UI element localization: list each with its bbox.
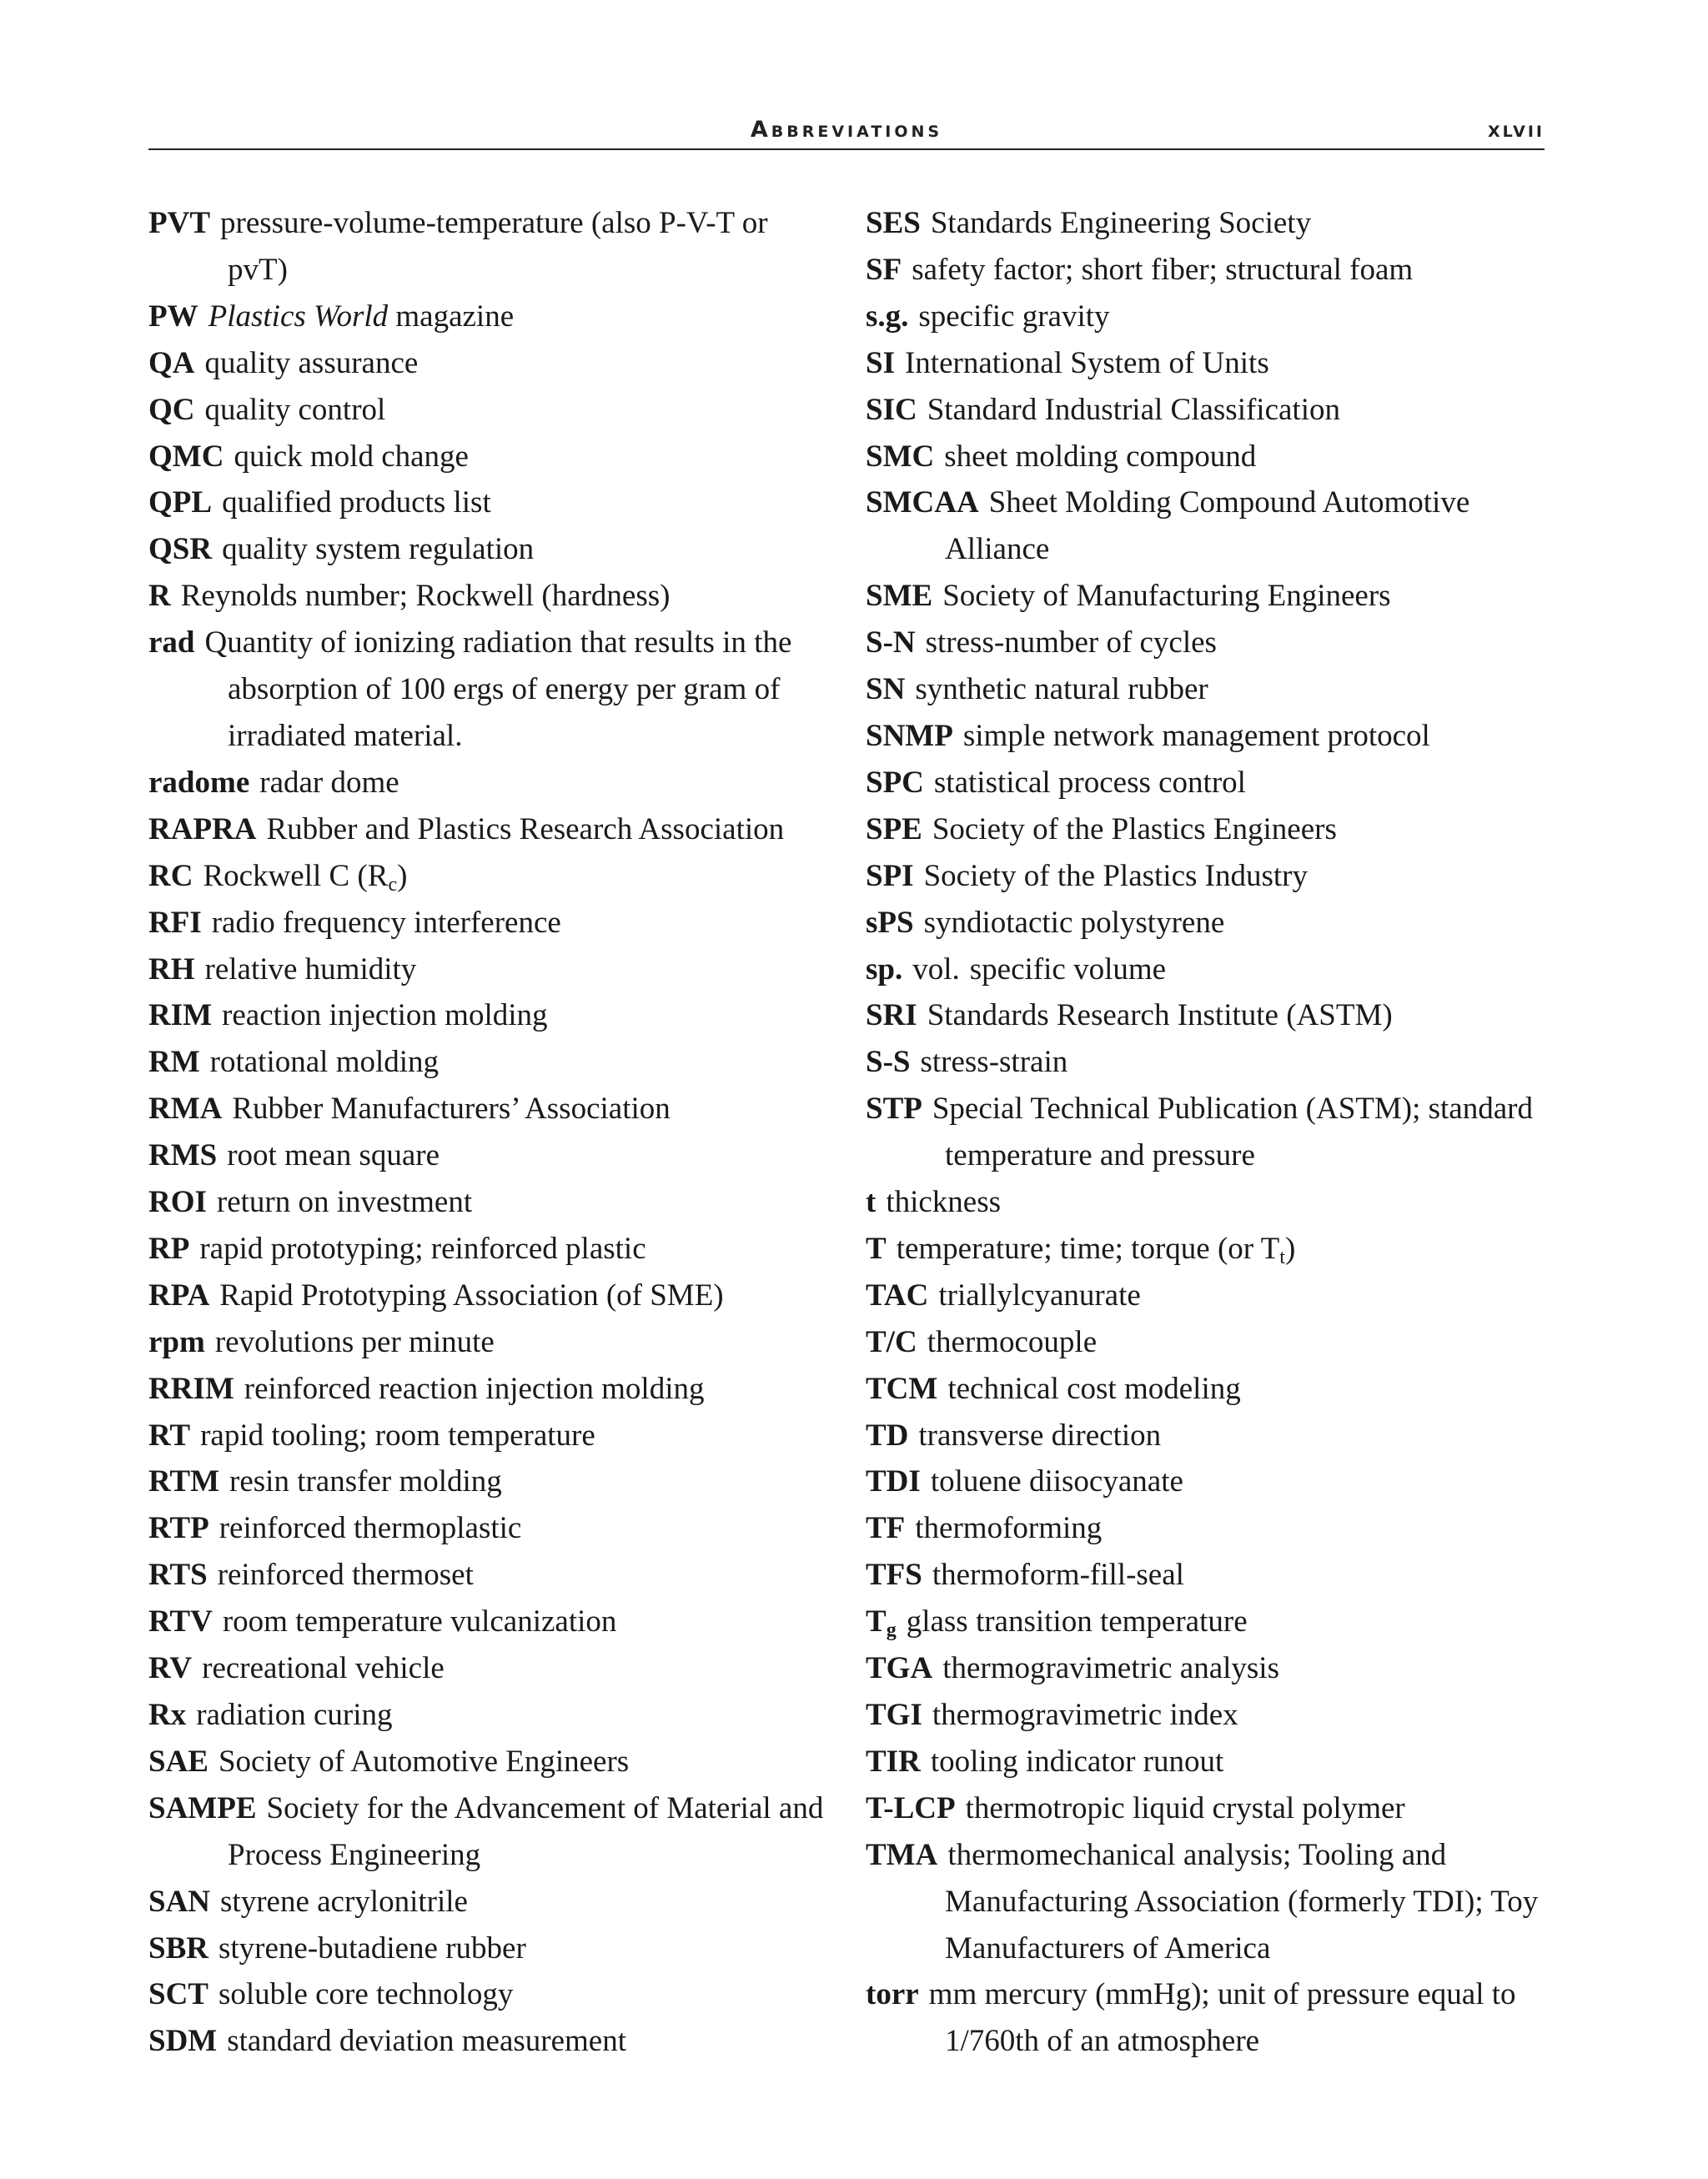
abbreviation-term: QMC: [148, 439, 224, 474]
abbreviation-definition: Rubber Manufacturers’ Association: [232, 1092, 671, 1127]
abbreviation-definition: rapid tooling; room temperature: [200, 1418, 595, 1453]
abbreviation-entry: [148, 1366, 832, 1413]
abbreviation-entry: [866, 573, 1558, 620]
abbreviation-entry: [866, 1785, 1558, 1832]
abbreviation-term: RRIM: [148, 1371, 234, 1406]
abbreviation-definition: technical cost modeling: [947, 1371, 1241, 1406]
abbreviation-term: RFI: [148, 905, 202, 940]
abbreviation-definition: rapid prototyping; reinforced plastic: [199, 1231, 646, 1266]
abbreviation-definition: thermotropic liquid crystal polymer: [965, 1790, 1405, 1825]
abbreviation-definition: room temperature vulcanization: [222, 1604, 617, 1639]
abbreviation-definition: Rubber and Plastics Research Association: [266, 811, 785, 846]
abbreviation-term: RMA: [148, 1092, 223, 1127]
abbreviation-term: STP: [866, 1092, 922, 1127]
abbreviation-definition: Society of the Plastics Industry: [923, 858, 1308, 893]
abbreviation-term: S-N: [866, 625, 916, 660]
abbreviation-definition: reaction injection molding: [222, 998, 548, 1033]
abbreviation-definition: revolutions per minute: [214, 1324, 495, 1359]
abbreviation-term: TFS: [866, 1558, 922, 1593]
abbreviation-term: SIC: [866, 392, 917, 427]
abbreviation-entry: [148, 1226, 832, 1273]
abbreviation-definition: resin transfer molding: [229, 1464, 502, 1499]
abbreviation-entry: [866, 666, 1558, 713]
abbreviation-term: sp.: [866, 951, 903, 987]
abbreviation-entry: [148, 1739, 832, 1785]
abbreviation-entry: [148, 1319, 832, 1366]
abbreviation-definition: syndiotactic polystyrene: [923, 905, 1225, 940]
abbreviation-definition: radio frequency interference: [211, 905, 561, 940]
abbreviation-entry: [866, 992, 1558, 1039]
abbreviation-term: TF: [866, 1511, 906, 1546]
term-subscript: g: [886, 1619, 897, 1642]
abbreviation-entry: [148, 1132, 832, 1179]
abbreviation-entry: [148, 900, 832, 946]
abbreviation-definition: tooling indicator runout: [930, 1744, 1224, 1779]
abbreviation-definition: recreational vehicle: [202, 1651, 445, 1686]
abbreviation-term: SBR: [148, 1930, 208, 1966]
abbreviation-entry: [866, 1273, 1558, 1319]
abbreviation-definition: Rapid Prototyping Association (of SME): [219, 1278, 724, 1313]
abbreviation-definition: stress-number of cycles: [925, 625, 1217, 660]
abbreviation-definition: Reynolds number; Rockwell (hardness): [180, 579, 671, 614]
abbreviation-entry: [148, 1692, 832, 1739]
abbreviation-term: QPL: [148, 485, 213, 520]
abbreviation-term: radome: [148, 765, 250, 800]
abbreviation-entry: [866, 1832, 1558, 1972]
abbreviation-definition: Society for the Advancement of Material and Process Engineering: [228, 1790, 824, 1872]
abbreviation-definition: glass transition temperature: [906, 1604, 1248, 1639]
abbreviation-term: TGI: [866, 1698, 922, 1732]
abbreviation-entry: [148, 434, 832, 480]
abbreviation-term: SDM: [148, 2024, 218, 2059]
abbreviation-term: SPE: [866, 811, 922, 846]
abbreviation-term: t: [866, 1185, 877, 1220]
abbreviation-entry: [866, 294, 1558, 340]
abbreviation-entry: [866, 853, 1558, 900]
right-column: [866, 200, 1558, 2065]
abbreviation-definition: specific volume: [969, 951, 1167, 987]
abbreviation-entry: [148, 760, 832, 806]
abbreviation-term: SNMP: [866, 718, 953, 753]
definition-subscript: t: [1279, 1246, 1285, 1268]
abbreviation-entry: [866, 340, 1558, 387]
abbreviation-definition: quality assurance: [204, 345, 419, 380]
abbreviation-definition: Plastics World magazine: [208, 299, 515, 334]
abbreviation-entry: [866, 1086, 1558, 1179]
abbreviation-term: RAPRA: [148, 811, 257, 846]
abbreviation-entry: [148, 853, 832, 900]
abbreviation-term: $T_g$: [866, 1604, 897, 1642]
abbreviation-term: SCT: [148, 1977, 208, 2012]
abbreviation-term: T-LCP: [866, 1790, 956, 1825]
abbreviation-definition: Special Technical Publication (ASTM); standard temperature and pressure: [932, 1092, 1533, 1173]
abbreviation-definition: radiation curing: [196, 1698, 393, 1732]
abbreviation-term: ROI: [148, 1185, 207, 1220]
abbreviation-term: TMA: [866, 1837, 938, 1872]
abbreviation-definition: return on investment: [216, 1185, 473, 1220]
abbreviation-entry: [866, 1552, 1558, 1599]
abbreviation-term: RM: [148, 1045, 200, 1080]
abbreviation-term: RV: [148, 1651, 193, 1686]
abbreviation-entry: [866, 1039, 1558, 1086]
running-title: Abbreviations: [750, 117, 943, 143]
abbreviation-definition: thermogravimetric index: [932, 1698, 1238, 1732]
abbreviation-definition: thermoforming: [915, 1511, 1103, 1546]
abbreviation-entry: [866, 200, 1558, 247]
abbreviation-term: T/C: [866, 1324, 917, 1359]
abbreviation-entry: [866, 760, 1558, 806]
abbreviation-definition: styrene acrylonitrile: [220, 1884, 468, 1919]
abbreviation-definition: quick mold change: [234, 439, 469, 474]
abbreviation-entry: [866, 1179, 1558, 1226]
abbreviation-entry: [148, 294, 832, 340]
abbreviation-entry: [866, 387, 1558, 434]
abbreviation-entry: [148, 1645, 832, 1692]
abbreviation-entry: [148, 1179, 832, 1226]
abbreviation-definition: reinforced thermoplastic: [219, 1511, 522, 1546]
abbreviation-definition: standard deviation measurement: [227, 2024, 627, 2059]
abbreviation-entry: [148, 620, 832, 760]
abbreviation-definition: radar dome: [259, 765, 399, 800]
abbreviation-term: torr: [866, 1977, 919, 2012]
abbreviation-term: T: [866, 1231, 887, 1266]
abbreviation-definition: quality system regulation: [222, 532, 535, 567]
abbreviation-definition: Quantity of ionizing radiation that results in the absorption of 100 ergs of energy per gram of irradiated material.: [204, 625, 792, 753]
abbreviation-definition: Standards Research Institute (ASTM): [927, 998, 1393, 1033]
abbreviation-entry: [148, 1971, 832, 2018]
abbreviation-term: RMS: [148, 1138, 218, 1173]
abbreviation-definition: statistical process control: [933, 765, 1246, 800]
abbreviation-term: TAC: [866, 1278, 929, 1313]
abbreviation-definition: synthetic natural rubber: [915, 672, 1208, 707]
abbreviation-definition: triallylcyanurate: [938, 1278, 1141, 1313]
abbreviation-term: Rx: [148, 1698, 187, 1732]
abbreviation-entry: [148, 1413, 832, 1459]
abbreviation-term: SF: [866, 252, 902, 287]
abbreviation-entry: [866, 1226, 1558, 1273]
abbreviation-term: RH: [148, 951, 195, 987]
abbreviation-entry: [866, 946, 1558, 993]
abbreviation-definition: quality control: [204, 392, 386, 427]
abbreviation-entry: [148, 573, 832, 620]
abbreviation-term: R: [148, 579, 171, 614]
abbreviation-entry: [866, 434, 1558, 480]
abbreviation-definition: thermogravimetric analysis: [942, 1651, 1279, 1686]
abbreviation-definition: Sheet Molding Compound Automotive Alliance: [945, 485, 1470, 567]
abbreviation-term: RTV: [148, 1604, 213, 1639]
abbreviation-term: s.g.: [866, 299, 909, 334]
abbreviation-term: RT: [148, 1418, 191, 1453]
abbreviation-entry: [148, 2018, 832, 2065]
abbreviation-entry: [148, 200, 832, 294]
abbreviation-definition: simple network management protocol: [962, 718, 1430, 753]
abbreviation-term: SAE: [148, 1744, 208, 1779]
abbreviation-entry: [148, 526, 832, 573]
abbreviation-entry: [148, 387, 832, 434]
abbreviation-definition: qualified products list: [222, 485, 491, 520]
abbreviation-term: SI: [866, 345, 895, 380]
abbreviation-term: SES: [866, 206, 921, 240]
abbreviation-term: SMC: [866, 439, 935, 474]
abbreviation-entry: [148, 1879, 832, 1925]
abbreviation-definition: International System of Units: [904, 345, 1269, 380]
abbreviation-definition: reinforced thermoset: [217, 1558, 474, 1593]
abbreviation-term: SPC: [866, 765, 924, 800]
abbreviation-definition: Society of Automotive Engineers: [218, 1744, 630, 1779]
abbreviation-definition: thermocouple: [927, 1324, 1098, 1359]
abbreviation-definition: Standard Industrial Classification: [927, 392, 1340, 427]
abbreviation-entry: [148, 1505, 832, 1552]
abbreviation-term: QC: [148, 392, 195, 427]
abbreviation-term: rpm: [148, 1324, 205, 1359]
abbreviation-term: QA: [148, 345, 195, 380]
abbreviation-term: SPI: [866, 858, 914, 893]
page-header: [148, 115, 1545, 150]
abbreviation-term: RP: [148, 1231, 190, 1266]
abbreviation-term: RTM: [148, 1464, 220, 1499]
abbreviation-entry: [148, 479, 832, 526]
abbreviation-entry: [866, 1739, 1558, 1785]
abbreviation-term: TDI: [866, 1464, 921, 1499]
abbreviation-definition: sheet molding compound: [944, 439, 1257, 474]
abbreviation-term: SMCAA: [866, 485, 979, 520]
abbreviation-term: SAMPE: [148, 1790, 257, 1825]
abbreviation-definition: Society of Manufacturing Engineers: [942, 579, 1391, 614]
abbreviation-term: RC: [148, 858, 193, 893]
abbreviation-entry: [148, 806, 832, 853]
abbreviation-entry: [866, 1692, 1558, 1739]
abbreviation-term: S-S: [866, 1045, 911, 1080]
abbreviation-entry: [866, 900, 1558, 946]
abbreviation-entry: [148, 1552, 832, 1599]
abbreviation-entry: [148, 340, 832, 387]
abbreviation-term: RIM: [148, 998, 213, 1033]
abbreviation-definition: transverse direction: [918, 1418, 1162, 1453]
abbreviation-entry: [148, 946, 832, 993]
abbreviation-definition: relative humidity: [204, 951, 417, 987]
abbreviation-term: TD: [866, 1418, 909, 1453]
abbreviation-term: SME: [866, 579, 933, 614]
abbreviation-entry: [148, 1086, 832, 1132]
abbreviation-term: SRI: [866, 998, 917, 1033]
abbreviation-term: PVT: [148, 206, 210, 240]
abbreviation-term: RTP: [148, 1511, 209, 1546]
abbreviation-entry: [148, 1273, 832, 1319]
abbreviation-definition: mm mercury (mmHg); unit of pressure equal to 1/760th of an atmosphere: [928, 1977, 1516, 2059]
abbreviation-definition: stress-strain: [920, 1045, 1068, 1080]
abbreviation-definition: thermomechanical analysis; Tooling and Manufacturing Association (formerly TDI); Toy Manufacturers of America: [945, 1837, 1539, 1966]
abbreviation-entry: [148, 1039, 832, 1086]
abbreviation-definition: pressure-volume-temperature (also P-V-T or pvT): [220, 206, 768, 287]
abbreviation-entry: [148, 1599, 832, 1645]
abbreviation-definition: reinforced reaction injection molding: [244, 1371, 705, 1406]
abbreviation-definition: styrene-butadiene rubber: [218, 1930, 526, 1966]
abbreviation-entry: [866, 1599, 1558, 1645]
left-column: [148, 200, 832, 2065]
abbreviation-definition: temperature; time; torque (or $T_t$): [896, 1231, 1296, 1268]
abbreviation-term: TGA: [866, 1651, 933, 1686]
abbreviation-term: TCM: [866, 1371, 938, 1406]
abbreviation-entry: [866, 1505, 1558, 1552]
abbreviation-term-suffix: vol.: [912, 951, 960, 987]
abbreviation-definition: root mean square: [227, 1138, 440, 1173]
abbreviation-entry: [866, 1319, 1558, 1366]
abbreviation-entry: [148, 1925, 832, 1972]
abbreviation-entry: [866, 713, 1558, 760]
abbreviation-entry: [866, 479, 1558, 573]
abbreviation-entry: [866, 247, 1558, 294]
abbreviation-definition: soluble core technology: [218, 1977, 514, 2012]
abbreviation-definition: Standards Engineering Society: [930, 206, 1312, 240]
abbreviation-entry: [866, 1459, 1558, 1505]
abbreviation-entry: [866, 806, 1558, 853]
abbreviation-definition: safety factor; short fiber; structural foam: [912, 252, 1414, 287]
abbreviation-term: RTS: [148, 1558, 208, 1593]
abbreviation-term: SN: [866, 672, 906, 707]
abbreviation-definition: thermoform-fill-seal: [932, 1558, 1184, 1593]
abbreviation-entry: [148, 992, 832, 1039]
abbreviation-definition: thickness: [886, 1185, 1002, 1220]
abbreviation-definition: rotational molding: [209, 1045, 440, 1080]
abbreviation-term: rad: [148, 625, 195, 660]
abbreviation-term: TIR: [866, 1744, 921, 1779]
abbreviation-definition: Society of the Plastics Engineers: [932, 811, 1337, 846]
abbreviation-definition: Rockwell C $(R_c)$: [203, 858, 408, 896]
page-number: xlvii: [1488, 117, 1545, 143]
abbreviation-entry: [866, 1645, 1558, 1692]
definition-subscript: c: [388, 873, 398, 896]
abbreviation-definition: toluene diisocyanate: [930, 1464, 1183, 1499]
abbreviation-entry: [866, 1366, 1558, 1413]
abbreviation-entry: [866, 1413, 1558, 1459]
abbreviation-entry: [148, 1459, 832, 1505]
abbreviation-entry: [866, 620, 1558, 666]
abbreviation-term: SAN: [148, 1884, 211, 1919]
abbreviation-term: RPA: [148, 1278, 210, 1313]
abbreviation-term: PW: [148, 299, 198, 334]
abbreviation-term: sPS: [866, 905, 914, 940]
abbreviation-entry: [148, 1785, 832, 1879]
abbreviation-term: QSR: [148, 532, 213, 567]
abbreviation-definition: specific gravity: [918, 299, 1110, 334]
abbreviation-entry: [866, 1971, 1558, 2065]
